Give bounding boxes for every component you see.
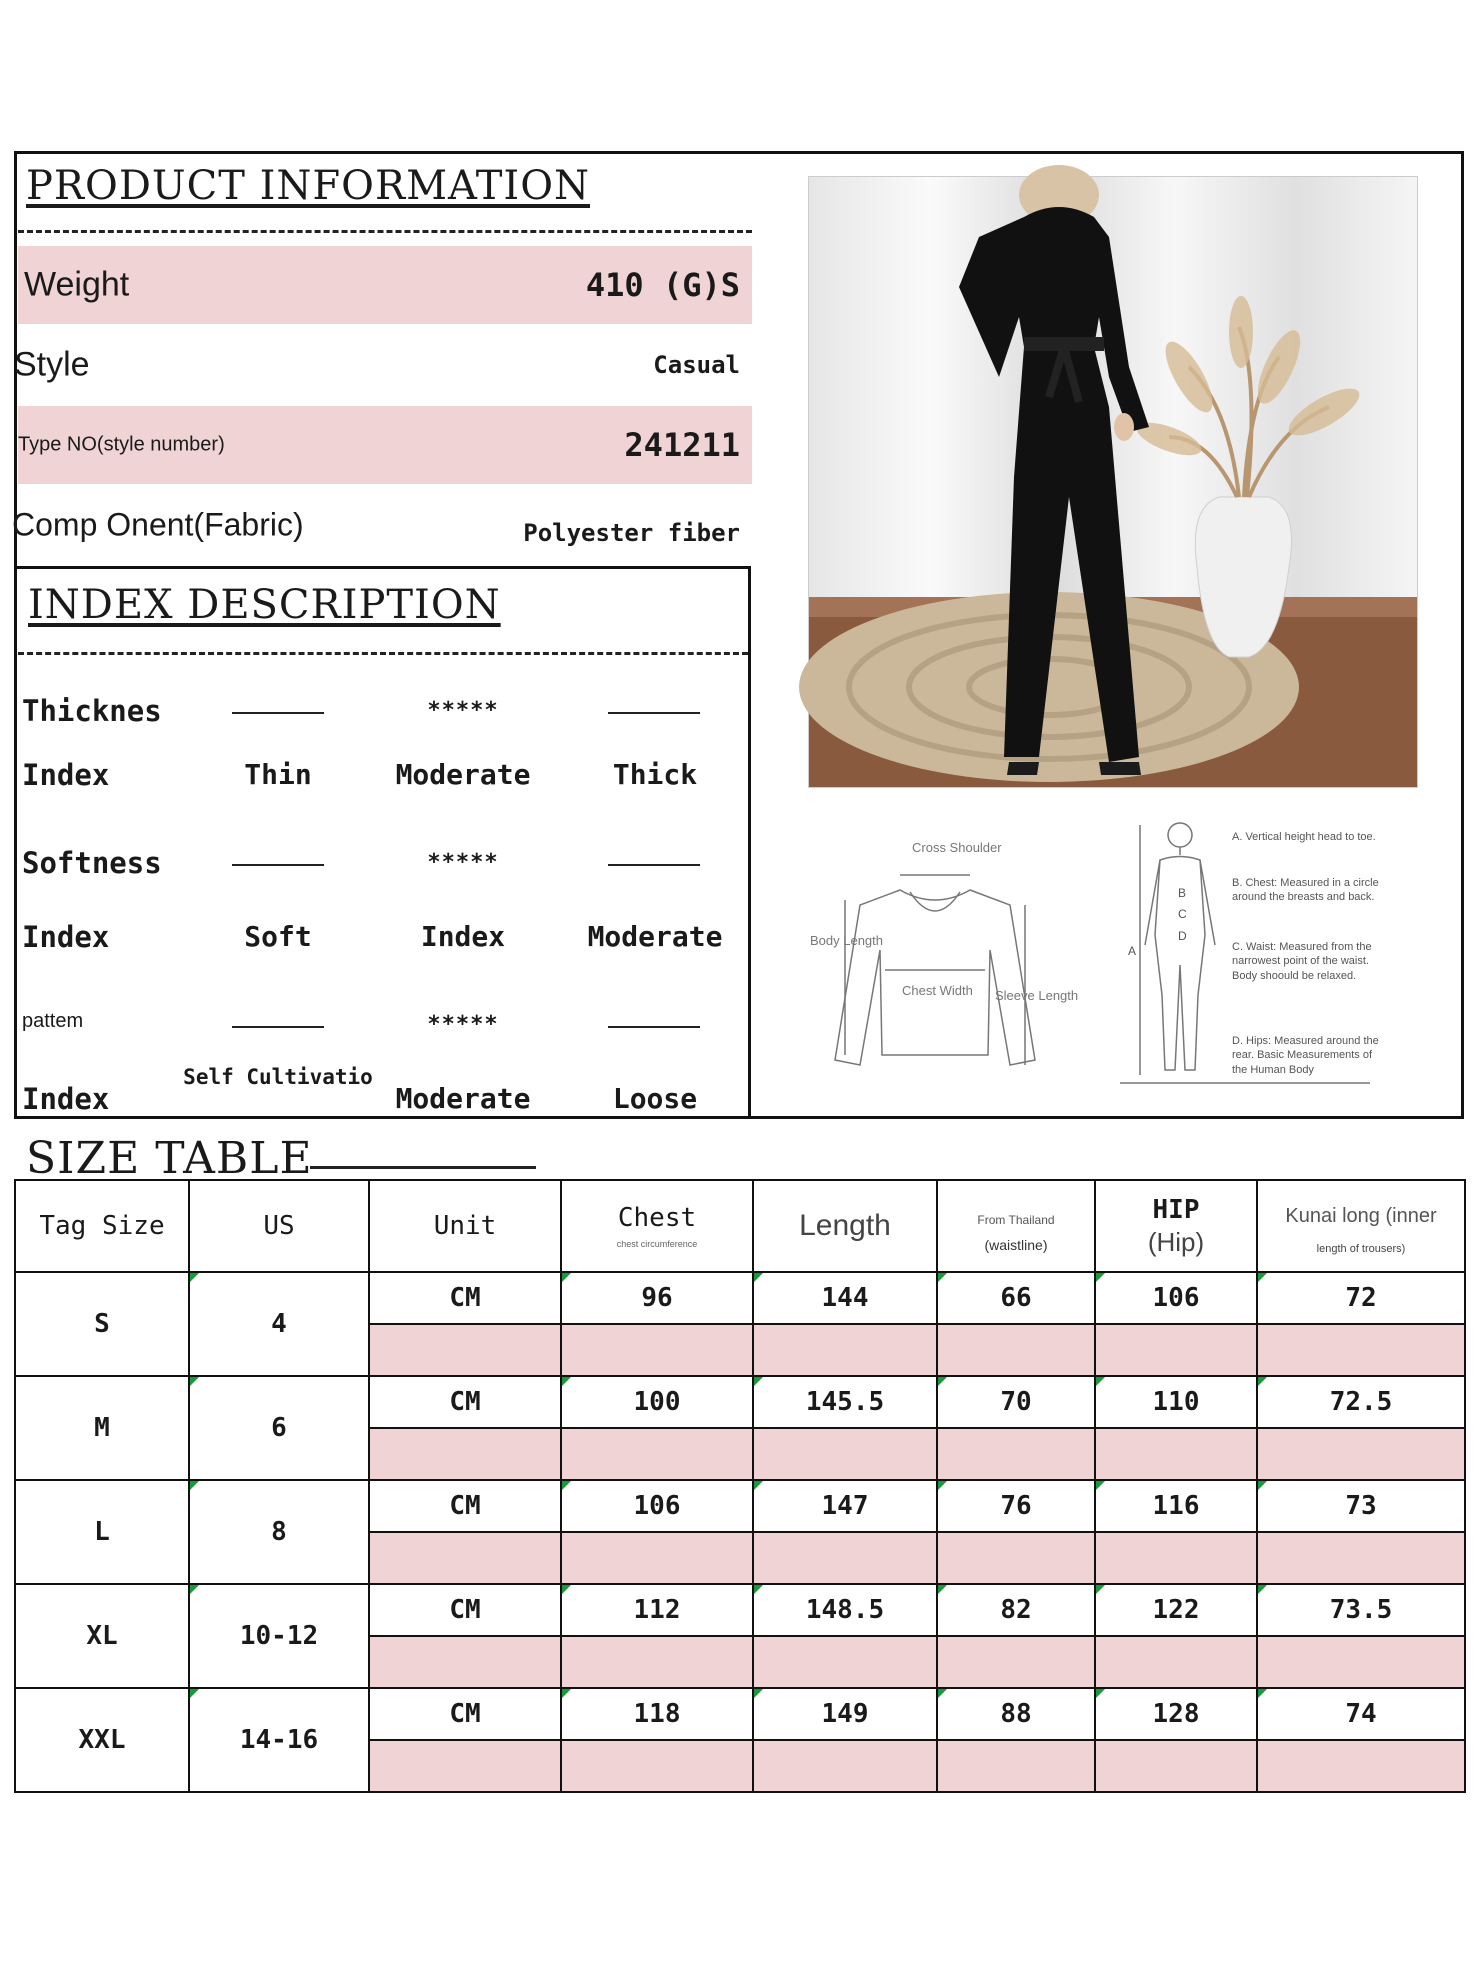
size-table bbox=[14, 1179, 1466, 1793]
unit-cell: CM bbox=[369, 1584, 561, 1636]
length-cell: 148.5 bbox=[753, 1584, 937, 1636]
body-length-label: Body Length bbox=[810, 933, 884, 948]
waist-band-cell bbox=[937, 1532, 1095, 1584]
index-description-title: INDEX DESCRIPTION bbox=[28, 582, 501, 628]
length-cell: 147 bbox=[753, 1480, 937, 1532]
softness-option-soft: Soft bbox=[244, 920, 312, 953]
softness-stars: ***** bbox=[427, 850, 499, 875]
inner-band-cell bbox=[1257, 1740, 1465, 1792]
inner-band-cell bbox=[1257, 1428, 1465, 1480]
size-table-header bbox=[15, 1180, 1465, 1272]
note-a: A. Vertical height head to toe. bbox=[1232, 831, 1376, 843]
waist-cell: 76 bbox=[937, 1480, 1095, 1532]
hip-band-cell bbox=[1095, 1636, 1257, 1688]
hip-cell: 122 bbox=[1095, 1584, 1257, 1636]
unit-band-cell bbox=[369, 1636, 561, 1688]
pattern-option-loose: Loose bbox=[612, 1082, 698, 1115]
pattern-option-self-cultivation: Self Cultivatio bbox=[183, 1065, 373, 1089]
inner-cell: 73.5 bbox=[1257, 1584, 1465, 1636]
us-size-cell: 4 bbox=[189, 1272, 369, 1376]
size-table-title: SIZE TABLE bbox=[26, 1133, 313, 1184]
thickness-index-label: Index bbox=[22, 758, 110, 792]
scale-line bbox=[608, 1026, 700, 1028]
inner-band-cell bbox=[1257, 1532, 1465, 1584]
product-row-fabric bbox=[12, 486, 752, 564]
header-unit: Unit bbox=[369, 1180, 561, 1272]
table-row bbox=[15, 1272, 1465, 1324]
waist-band-cell bbox=[937, 1636, 1095, 1688]
tag-size-cell: XXL bbox=[15, 1688, 189, 1792]
marker-b: B bbox=[1178, 886, 1187, 900]
chest-cell: 106 bbox=[561, 1480, 753, 1532]
cross-shoulder-label: Cross Shoulder bbox=[912, 840, 1002, 855]
marker-c: C bbox=[1178, 907, 1187, 921]
tag-size-cell: S bbox=[15, 1272, 189, 1376]
header-length: Length bbox=[753, 1180, 937, 1272]
chest-cell: 96 bbox=[561, 1272, 753, 1324]
softness-option-index: Index bbox=[420, 920, 506, 953]
scale-line bbox=[232, 712, 324, 714]
chest-band-cell bbox=[561, 1636, 753, 1688]
inner-band-cell bbox=[1257, 1324, 1465, 1376]
chest-band-cell bbox=[561, 1532, 753, 1584]
product-row-style bbox=[14, 326, 752, 404]
unit-band-cell bbox=[369, 1740, 561, 1792]
unit-cell: CM bbox=[369, 1376, 561, 1428]
hip-cell: 110 bbox=[1095, 1376, 1257, 1428]
thickness-option-thick: Thick bbox=[612, 758, 698, 791]
product-row-type-no bbox=[18, 406, 752, 484]
marker-d: D bbox=[1178, 929, 1187, 943]
header-chest: Chest chest circumference bbox=[561, 1180, 753, 1272]
hip-band-cell bbox=[1095, 1740, 1257, 1792]
hip-band-cell bbox=[1095, 1324, 1257, 1376]
hip-cell: 106 bbox=[1095, 1272, 1257, 1324]
waist-cell: 88 bbox=[937, 1688, 1095, 1740]
weight-label: Weight bbox=[24, 265, 130, 304]
waist-band-cell bbox=[937, 1428, 1095, 1480]
unit-band-cell bbox=[369, 1428, 561, 1480]
table-row bbox=[15, 1480, 1465, 1532]
length-cell: 145.5 bbox=[753, 1376, 937, 1428]
chest-band-cell bbox=[561, 1428, 753, 1480]
thickness-option-thin: Thin bbox=[244, 758, 312, 791]
us-size-cell: 10-12 bbox=[189, 1584, 369, 1688]
scale-line bbox=[608, 712, 700, 714]
hip-cell: 116 bbox=[1095, 1480, 1257, 1532]
divider bbox=[18, 652, 748, 655]
inner-cell: 72.5 bbox=[1257, 1376, 1465, 1428]
product-row-weight bbox=[18, 246, 752, 324]
note-b: B. Chest: Measured in a circle around the breasts and back. bbox=[1232, 877, 1379, 904]
product-info-title: PRODUCT INFORMATION bbox=[26, 163, 590, 209]
chest-band-cell bbox=[561, 1740, 753, 1792]
shirt-measurement-diagram bbox=[810, 830, 1079, 1090]
product-photo bbox=[808, 176, 1418, 788]
waist-band-cell bbox=[937, 1740, 1095, 1792]
softness-option-moderate: Moderate bbox=[587, 920, 723, 953]
scale-line bbox=[232, 1026, 324, 1028]
length-cell: 144 bbox=[753, 1272, 937, 1324]
note-d: D. Hips: Measured around the rear. Basic Measurements of the Human Body bbox=[1232, 1035, 1379, 1076]
chest-band-cell bbox=[561, 1324, 753, 1376]
type-no-value: 241211 bbox=[624, 426, 740, 464]
length-band-cell bbox=[753, 1324, 937, 1376]
thickness-label: Thicknes bbox=[22, 694, 162, 728]
thickness-option-moderate: Moderate bbox=[395, 758, 531, 791]
softness-label: Softness bbox=[22, 846, 162, 880]
unit-cell: CM bbox=[369, 1480, 561, 1532]
inner-cell: 72 bbox=[1257, 1272, 1465, 1324]
hip-band-cell bbox=[1095, 1532, 1257, 1584]
us-size-cell: 8 bbox=[189, 1480, 369, 1584]
chest-cell: 100 bbox=[561, 1376, 753, 1428]
header-inner-length: Kunai long (inner length of trousers) bbox=[1257, 1180, 1465, 1272]
pattern-index-label: Index bbox=[22, 1082, 110, 1116]
thickness-stars: ***** bbox=[427, 698, 499, 723]
unit-cell: CM bbox=[369, 1272, 561, 1324]
tag-size-cell: XL bbox=[15, 1584, 189, 1688]
marker-a: A bbox=[1128, 944, 1137, 958]
header-tag-size: Tag Size bbox=[15, 1180, 189, 1272]
weight-value: 410 (G)S bbox=[585, 266, 740, 304]
sleeve-length-label: Sleeve Length bbox=[995, 988, 1079, 1003]
scale-line bbox=[232, 864, 324, 866]
header-hip: HIP (Hip) bbox=[1095, 1180, 1257, 1272]
inner-cell: 73 bbox=[1257, 1480, 1465, 1532]
unit-band-cell bbox=[369, 1324, 561, 1376]
table-row bbox=[15, 1376, 1465, 1428]
style-label: Style bbox=[14, 345, 90, 384]
us-size-cell: 14-16 bbox=[189, 1688, 369, 1792]
inner-cell: 74 bbox=[1257, 1688, 1465, 1740]
table-row bbox=[15, 1688, 1465, 1740]
divider bbox=[18, 230, 752, 233]
hip-cell: 128 bbox=[1095, 1688, 1257, 1740]
hip-band-cell bbox=[1095, 1428, 1257, 1480]
note-c: C. Waist: Measured from the narrowest point of the waist. Body shoould be relaxed. bbox=[1232, 941, 1372, 982]
tag-size-cell: L bbox=[15, 1480, 189, 1584]
waist-cell: 82 bbox=[937, 1584, 1095, 1636]
pattern-label: pattem bbox=[22, 1010, 84, 1032]
unit-band-cell bbox=[369, 1532, 561, 1584]
type-no-label: Type NO(style number) bbox=[18, 433, 225, 456]
waist-cell: 66 bbox=[937, 1272, 1095, 1324]
us-size-cell: 6 bbox=[189, 1376, 369, 1480]
scale-line bbox=[608, 864, 700, 866]
header-waistline: From Thailand (waistline) bbox=[937, 1180, 1095, 1272]
title-underline bbox=[310, 1166, 536, 1169]
tag-size-cell: M bbox=[15, 1376, 189, 1480]
fabric-value: Polyester fiber bbox=[523, 518, 740, 547]
chest-width-label: Chest Width bbox=[902, 983, 973, 998]
unit-cell: CM bbox=[369, 1688, 561, 1740]
chest-cell: 118 bbox=[561, 1688, 753, 1740]
header-us: US bbox=[189, 1180, 369, 1272]
inner-band-cell bbox=[1257, 1636, 1465, 1688]
length-band-cell bbox=[753, 1532, 937, 1584]
style-value: Casual bbox=[653, 351, 740, 379]
length-band-cell bbox=[753, 1428, 937, 1480]
fabric-label: Comp Onent(Fabric) bbox=[12, 506, 304, 543]
chest-cell: 112 bbox=[561, 1584, 753, 1636]
length-band-cell bbox=[753, 1636, 937, 1688]
length-cell: 149 bbox=[753, 1688, 937, 1740]
softness-index-label: Index bbox=[22, 920, 110, 954]
waist-band-cell bbox=[937, 1324, 1095, 1376]
length-band-cell bbox=[753, 1740, 937, 1792]
pattern-option-moderate: Moderate bbox=[395, 1082, 531, 1115]
pattern-stars: ***** bbox=[427, 1012, 499, 1037]
waist-cell: 70 bbox=[937, 1376, 1095, 1428]
table-row bbox=[15, 1584, 1465, 1636]
